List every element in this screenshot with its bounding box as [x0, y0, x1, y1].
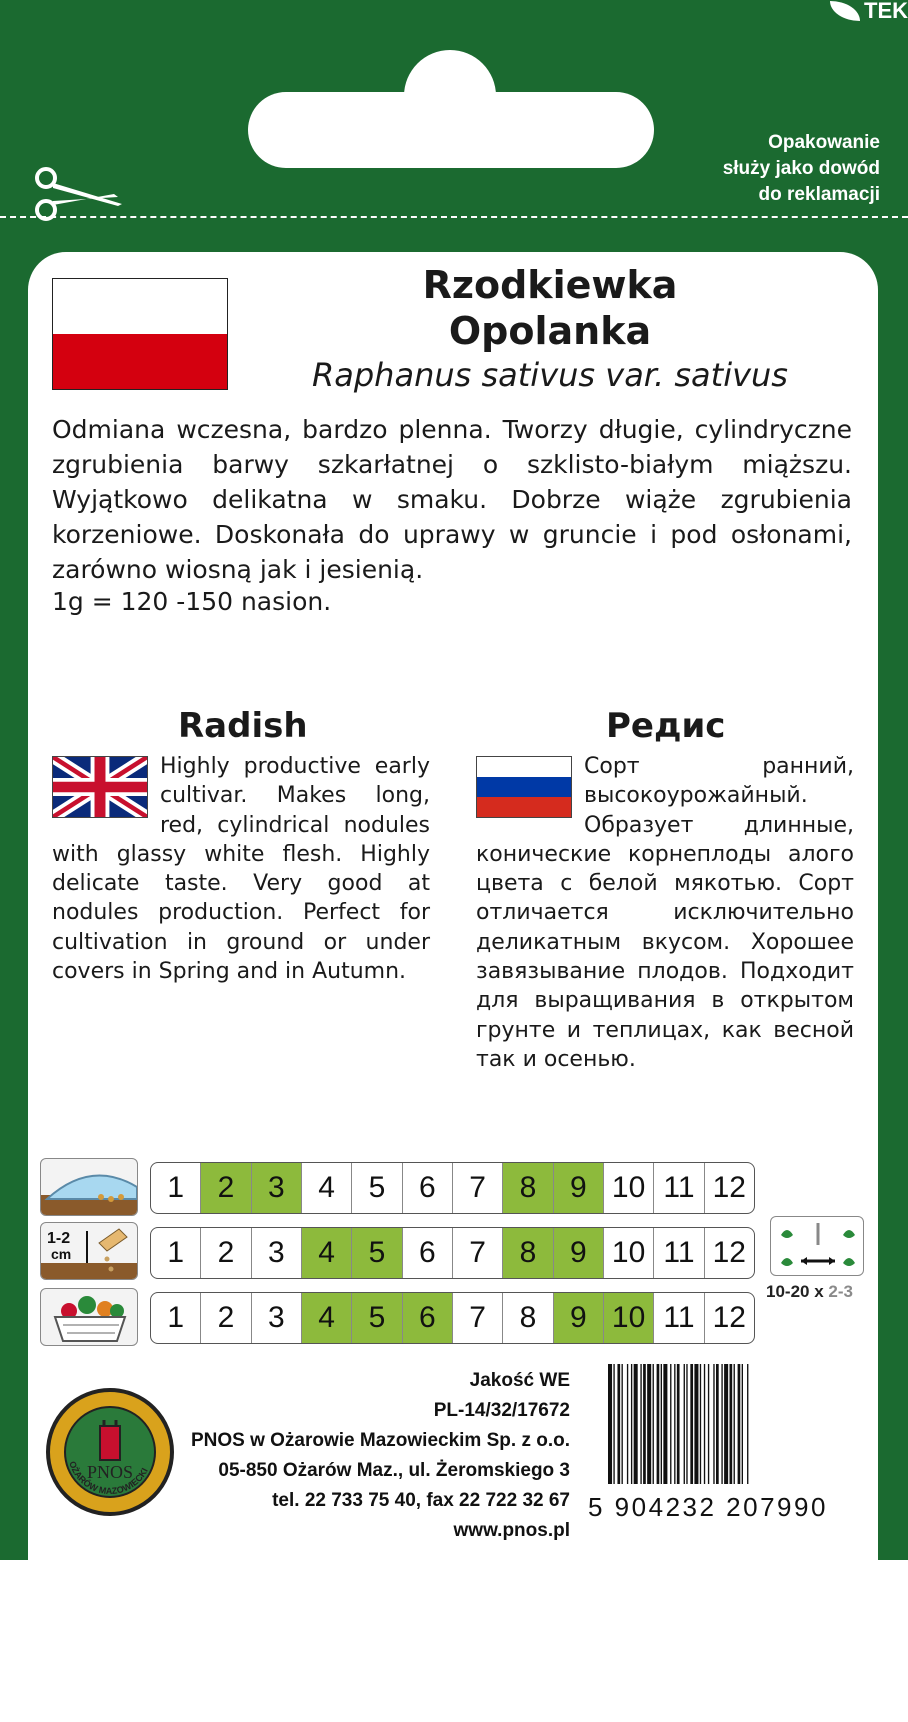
barcode-bar: [708, 1364, 709, 1484]
cut-line: [0, 216, 908, 218]
month-cell: 7: [453, 1163, 503, 1213]
month-cell: 3: [252, 1163, 302, 1213]
month-cell: 4: [302, 1293, 352, 1343]
polish-description: Odmiana wczesna, bardzo plenna. Tworzy długie, cylindryczne zgrubienia barwy szkarłatnej o szklisto-białym miąższu. Wyjątkowo delikatna w smaku. Dobrze wiąże zgrubienia korzeniowe. Doskonała do uprawy w gruncie i pod osłonami, zarówno wiosną jak i jesienią.: [52, 415, 852, 584]
month-cell: 6: [403, 1163, 453, 1213]
company-website: www.pnos.pl: [453, 1520, 570, 1541]
barcode-bar: [640, 1364, 641, 1484]
barcode-bar: [661, 1364, 662, 1484]
barcode-bar: [634, 1364, 638, 1484]
depth-unit: cm: [51, 1246, 72, 1262]
english-section: [52, 752, 430, 986]
month-cell: 3: [252, 1293, 302, 1343]
company-phone: tel. 22 733 75 40, fax 22 722 32 67: [272, 1490, 570, 1511]
month-cell: 9: [554, 1293, 604, 1343]
pnos-seal-logo: [46, 1388, 174, 1516]
scissors-icon: [34, 166, 124, 222]
polish-flag-icon: [52, 278, 228, 390]
harvest-basket-icon: [40, 1288, 138, 1346]
barcode-bar: [647, 1364, 651, 1484]
greenhouse-icon: [40, 1158, 138, 1216]
barcode-bar: [690, 1364, 693, 1484]
month-cell: 2: [201, 1228, 251, 1278]
month-cell: 7: [453, 1228, 503, 1278]
month-cell: 6: [403, 1293, 453, 1343]
month-cell: 12: [712, 1236, 746, 1269]
month-cell: 1: [151, 1293, 201, 1343]
month-cell: 2: [201, 1163, 251, 1213]
month-cell: 10: [604, 1228, 654, 1278]
month-cell: 5: [352, 1163, 402, 1213]
hanger-hole: [248, 92, 654, 168]
barcode-bar: [686, 1364, 687, 1484]
company-info: [191, 1366, 570, 1546]
barcode-bar: [704, 1364, 705, 1484]
barcode-bar: [742, 1364, 743, 1484]
month-cell: 8: [503, 1293, 553, 1343]
month-cell: 11: [654, 1228, 704, 1278]
quality-mark: Jakość WE: [469, 1370, 570, 1391]
leaf-icon: [830, 1, 860, 21]
barcode-bar: [670, 1364, 671, 1484]
barcode-bar: [653, 1364, 654, 1484]
month-cell: 12: [712, 1301, 746, 1334]
barcode-bar: [694, 1364, 698, 1484]
barcode-bar: [631, 1364, 632, 1484]
brand-text: TEK: [864, 0, 908, 23]
month-cell: 1: [151, 1228, 201, 1278]
month-cell: 5: [352, 1293, 402, 1343]
barcode-bar: [730, 1364, 733, 1484]
barcode-bar: [622, 1364, 623, 1484]
month-cell: 8: [503, 1228, 553, 1278]
russian-description: Сорт ранний, высокоурожайный. Образует длинные, коничеcкие корнеплоды алого цвета с белой мякотью. Сорт отличается исключительно деликатным вкусом. Хорошее завязывание плодов. Подходит для выращивания в открытом грунте и теплицах, как весной так и осенью.: [476, 754, 854, 1072]
month-cell: 6: [403, 1228, 453, 1278]
barcode-bar: [663, 1364, 667, 1484]
month-cell: 1: [151, 1163, 201, 1213]
svg-text:PNOS: PNOS: [86, 1462, 134, 1482]
depth-label: 1-2: [47, 1230, 71, 1247]
sowing-outdoor-months: [150, 1227, 755, 1279]
month-cell: 10: [604, 1163, 654, 1213]
barcode-bar: [684, 1364, 685, 1484]
plant-spacing-icon: [770, 1216, 864, 1276]
month-cell: 8: [503, 1163, 553, 1213]
barcode-bar: [713, 1364, 714, 1484]
barcode: [608, 1364, 852, 1484]
plant-spacing-label: 10-20 x 2-3: [766, 1282, 853, 1301]
month-cell: 12: [712, 1171, 746, 1204]
company-address: 05-850 Ożarów Maz., ul. Żeromskiego 3: [218, 1460, 570, 1481]
barcode-bar: [677, 1364, 680, 1484]
barcode-bar: [700, 1364, 701, 1484]
barcode-bar: [674, 1364, 675, 1484]
barcode-bar: [738, 1364, 741, 1484]
harvest-months: [150, 1292, 755, 1344]
brand-logo-fragment: [830, 0, 908, 22]
uk-flag-icon: [52, 756, 148, 818]
seed-count: 1g = 120 -150 nasion.: [52, 587, 332, 616]
sowing-depth-icon: [40, 1222, 138, 1280]
barcode-bar: [716, 1364, 719, 1484]
seal-text: OŻARÓW MAZOWIECKI: [67, 1459, 150, 1497]
company-name: PNOS w Ożarowie Mazowieckim Sp. z o.o.: [190, 1430, 570, 1451]
barcode-bar: [627, 1364, 628, 1484]
barcode-bar: [613, 1364, 614, 1484]
barcode-bar: [608, 1364, 612, 1484]
month-cell: 7: [453, 1293, 503, 1343]
month-cell: 10: [604, 1293, 654, 1343]
barcode-bar: [724, 1364, 728, 1484]
english-description: Highly productive early cultivar. Makes long, red, cylindrical nodules with glassy white flesh. Highly delicate taste. Very good at nodules production. Perfect for cultivation in ground or under covers in Spring and in Autumn.: [52, 754, 430, 985]
barcode-bar: [617, 1364, 620, 1484]
month-cell: 11: [654, 1293, 704, 1343]
svg-text:OŻARÓW MAZOWIECKI: [67, 1460, 149, 1496]
product-title-line1: Rzodkiewka: [422, 263, 678, 307]
barcode-number: 5 904232 207990: [588, 1492, 828, 1522]
russian-flag-icon: [476, 756, 572, 818]
barcode-bar: [734, 1364, 735, 1484]
month-cell: 9: [554, 1163, 604, 1213]
sowing-greenhouse-months: [150, 1162, 755, 1214]
proof-of-claim-text: Opakowanie służy jako dowód do reklamacji: [722, 132, 880, 205]
russian-title: Редис: [606, 706, 726, 746]
month-cell: 5: [352, 1228, 402, 1278]
month-cell: 4: [302, 1163, 352, 1213]
russian-section: [476, 752, 854, 1074]
month-cell: 9: [554, 1228, 604, 1278]
month-cell: 11: [654, 1163, 704, 1213]
barcode-bar: [657, 1364, 660, 1484]
month-cell: 4: [302, 1228, 352, 1278]
month-cell: 2: [201, 1293, 251, 1343]
latin-name: Raphanus sativus var. sativus: [312, 356, 788, 394]
english-title: Radish: [178, 706, 308, 746]
barcode-bar: [721, 1364, 722, 1484]
month-cell: 3: [252, 1228, 302, 1278]
product-title-line2: Opolanka: [448, 309, 652, 353]
registration-number: PL-14/32/17672: [433, 1400, 570, 1421]
barcode-bar: [747, 1364, 748, 1484]
barcode-bar: [643, 1364, 646, 1484]
